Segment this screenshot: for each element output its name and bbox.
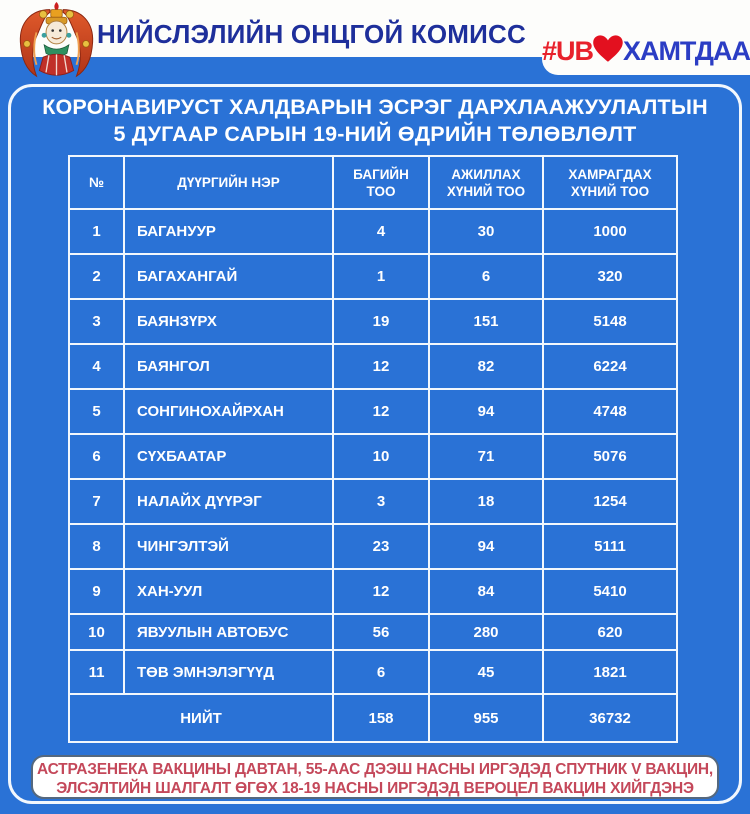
badge-hamtdaa: ХАМТДАА xyxy=(622,36,750,66)
row-no: 5 xyxy=(69,389,124,434)
total-teams: 158 xyxy=(333,694,429,742)
teams-count: 19 xyxy=(333,299,429,344)
heart-icon xyxy=(592,31,624,67)
district-name: ТӨВ ЭМНЭЛЭГҮҮД xyxy=(124,650,333,694)
col-header-workers: АЖИЛЛАХ ХҮНИЙ ТОО xyxy=(429,156,543,209)
teams-count: 1 xyxy=(333,254,429,299)
workers-count: 82 xyxy=(429,344,543,389)
district-name: БАЯНГОЛ xyxy=(124,344,333,389)
teams-count: 56 xyxy=(333,614,429,650)
footer-note-line2: ЭЛСЭЛТИЙН ШАЛГАЛТ ӨГӨХ 18-19 НАСНЫ ИРГЭДЭД ВЕРОЦЕЛ ВАКЦИН ХИЙГДЭНЭ xyxy=(56,780,694,797)
workers-count: 151 xyxy=(429,299,543,344)
vaccination-plan-table xyxy=(68,155,678,743)
teams-count: 3 xyxy=(333,479,429,524)
footer-note-line1: АСТРАЗЕНЕКА ВАКЦИНЫ ДАВТАН, 55-ААС ДЭЭШ НАСНЫ ИРГЭДЭД СПУТНИК V ВАКЦИН, xyxy=(36,761,714,778)
table-row xyxy=(69,434,677,479)
row-no: 8 xyxy=(69,524,124,569)
table-row xyxy=(69,650,677,694)
workers-count: 94 xyxy=(429,524,543,569)
row-no: 1 xyxy=(69,209,124,254)
row-no: 7 xyxy=(69,479,124,524)
row-no: 4 xyxy=(69,344,124,389)
covered-count: 5148 xyxy=(543,299,677,344)
footer-note xyxy=(31,755,719,799)
table-row xyxy=(69,344,677,389)
badge-hashtag: #UB xyxy=(542,36,594,66)
page-title-line1: КОРОНАВИРУСТ ХАЛДВАРЫН ЭСРЭГ ДАРХЛААЖУУЛАЛТЫН xyxy=(42,95,708,119)
table-row xyxy=(69,479,677,524)
covered-count: 620 xyxy=(543,614,677,650)
district-name: НАЛАЙХ ДҮҮРЭГ xyxy=(124,479,333,524)
teams-count: 12 xyxy=(333,569,429,614)
teams-count: 10 xyxy=(333,434,429,479)
district-name: ЧИНГЭЛТЭЙ xyxy=(124,524,333,569)
row-no: 6 xyxy=(69,434,124,479)
total-covered: 36732 xyxy=(543,694,677,742)
table-row xyxy=(69,569,677,614)
district-name: СОНГИНОХАЙРХАН xyxy=(124,389,333,434)
workers-count: 94 xyxy=(429,389,543,434)
covered-count: 6224 xyxy=(543,344,677,389)
col-header-teams: БАГИЙН ТОО xyxy=(333,156,429,209)
workers-count: 84 xyxy=(429,569,543,614)
covered-count: 320 xyxy=(543,254,677,299)
covered-count: 4748 xyxy=(543,389,677,434)
col-header-district: ДҮҮРГИЙН НЭР xyxy=(124,156,333,209)
ulaanbaatar-emblem-icon xyxy=(13,2,100,80)
row-no: 3 xyxy=(69,299,124,344)
page-title xyxy=(20,94,730,148)
workers-count: 71 xyxy=(429,434,543,479)
district-name: ЯВУУЛЫН АВТОБУС xyxy=(124,614,333,650)
teams-count: 12 xyxy=(333,344,429,389)
workers-count: 45 xyxy=(429,650,543,694)
table-row xyxy=(69,614,677,650)
covered-count: 5410 xyxy=(543,569,677,614)
row-no: 2 xyxy=(69,254,124,299)
workers-count: 18 xyxy=(429,479,543,524)
page-title-line2: 5 ДУГААР САРЫН 19-НИЙ ӨДРИЙН ТӨЛӨВЛӨЛТ xyxy=(113,122,637,146)
covered-count: 1000 xyxy=(543,209,677,254)
table-row xyxy=(69,209,677,254)
district-name: БАЯНЗҮРХ xyxy=(124,299,333,344)
table-row xyxy=(69,389,677,434)
row-no: 10 xyxy=(69,614,124,650)
teams-count: 6 xyxy=(333,650,429,694)
workers-count: 6 xyxy=(429,254,543,299)
table-total-row xyxy=(69,694,677,742)
org-title: НИЙСЛЭЛИЙН ОНЦГОЙ КОМИСС xyxy=(97,19,526,49)
teams-count: 12 xyxy=(333,389,429,434)
covered-count: 5111 xyxy=(543,524,677,569)
district-name: БАГАНУУР xyxy=(124,209,333,254)
total-label: НИЙТ xyxy=(69,694,333,742)
total-workers: 955 xyxy=(429,694,543,742)
covered-count: 1254 xyxy=(543,479,677,524)
covered-count: 5076 xyxy=(543,434,677,479)
teams-count: 23 xyxy=(333,524,429,569)
workers-count: 30 xyxy=(429,209,543,254)
row-no: 9 xyxy=(69,569,124,614)
table-header-row xyxy=(69,156,677,209)
district-name: СҮХБААТАР xyxy=(124,434,333,479)
district-name: БАГАХАНГАЙ xyxy=(124,254,333,299)
table-row xyxy=(69,254,677,299)
col-header-covered: ХАМРАГДАХ ХҮНИЙ ТОО xyxy=(543,156,677,209)
district-name: ХАН-УУЛ xyxy=(124,569,333,614)
table-row xyxy=(69,524,677,569)
row-no: 11 xyxy=(69,650,124,694)
workers-count: 280 xyxy=(429,614,543,650)
table-row xyxy=(69,299,677,344)
teams-count: 4 xyxy=(333,209,429,254)
covered-count: 1821 xyxy=(543,650,677,694)
ub-hamtdaa-badge xyxy=(542,28,750,75)
col-header-no: № xyxy=(69,156,124,209)
